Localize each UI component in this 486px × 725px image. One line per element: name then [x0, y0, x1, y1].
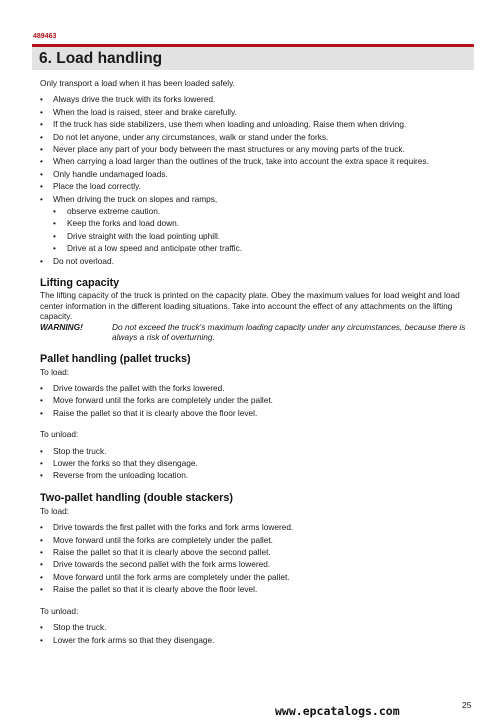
- list-item: • When the load is raised, steer and brake carefully.: [40, 106, 476, 118]
- two-pallet-handling-heading: Two-pallet handling (double stackers): [40, 491, 233, 504]
- slope-rules-list: [53, 205, 476, 255]
- warning-note: [40, 322, 476, 343]
- lifting-capacity-heading: Lifting capacity: [40, 277, 120, 290]
- warning-text: Do not exceed the truck's maximum loading capacity under any circumstances, because there is always a risk of overturning.: [112, 321, 466, 343]
- to-load-label: To load:: [40, 505, 70, 516]
- two-pallet-unload-steps: [40, 621, 476, 646]
- list-item: • Reverse from the unloading location.: [40, 469, 476, 481]
- list-item: • Do not overload.: [40, 255, 476, 267]
- to-unload-label: To unload:: [40, 605, 79, 616]
- list-item: • Only handle undamaged loads.: [40, 168, 476, 180]
- list-item: • Stop the truck.: [40, 445, 476, 457]
- list-item: • Drive towards the second pallet with the fork arms lowered.: [40, 558, 476, 570]
- to-load-label: To load:: [40, 366, 70, 377]
- list-item: • Drive towards the pallet with the forks lowered.: [40, 382, 476, 394]
- page-content: [40, 77, 476, 646]
- list-item: • Move forward until the forks are completely under the pallet.: [40, 394, 476, 406]
- warning-label: WARNING!: [40, 321, 83, 332]
- list-item: • Lower the fork arms so that they disengage.: [40, 634, 476, 646]
- list-item: • Never place any part of your body between the mast structures or any moving parts of the truck.: [40, 143, 476, 155]
- list-item: • Always drive the truck with its forks lowered.: [40, 93, 476, 105]
- intro-text: Only transport a load when it has been loaded safely.: [40, 78, 235, 88]
- sub-list-item: • Drive at a low speed and anticipate other traffic.: [53, 242, 476, 254]
- list-item: • When carrying a load larger than the outlines of the truck, take into account the extra space it requires.: [40, 155, 476, 167]
- pallet-unload-steps: [40, 445, 476, 482]
- document-number: 489463: [33, 33, 57, 40]
- two-pallet-load-steps: [40, 521, 476, 595]
- list-item: • Lower the forks so that they disengage.: [40, 457, 476, 469]
- sub-list-item: • Drive straight with the load pointing uphill.: [53, 230, 476, 242]
- list-item: • Do not let anyone, under any circumstances, walk or stand under the forks.: [40, 131, 476, 143]
- pallet-handling-heading: Pallet handling (pallet trucks): [40, 352, 191, 365]
- list-item: • Raise the pallet so that it is clearly above the second pallet.: [40, 546, 476, 558]
- sub-list-item: • observe extreme caution.: [53, 205, 476, 217]
- page-number: 25: [462, 700, 472, 710]
- list-item-text: When driving the truck on slopes and ramps,: [53, 193, 218, 204]
- list-item: • Move forward until the forks are completely under the pallet.: [40, 534, 476, 546]
- list-item: • If the truck has side stabilizers, use them when loading and unloading. Raise them when driving.: [40, 118, 476, 130]
- list-item: • Raise the pallet so that it is clearly above the floor level.: [40, 407, 476, 419]
- list-item: • Raise the pallet so that it is clearly above the floor level.: [40, 583, 476, 595]
- safety-rules-list: [40, 93, 476, 267]
- list-item: • Move forward until the fork arms are completely under the pallet.: [40, 571, 476, 583]
- list-item-slopes: [40, 193, 476, 255]
- list-item: • Drive towards the first pallet with the forks and fork arms lowered.: [40, 521, 476, 533]
- pallet-load-steps: [40, 382, 476, 419]
- to-unload-label: To unload:: [40, 429, 79, 440]
- list-item: • Stop the truck.: [40, 621, 476, 633]
- watermark-url: www.epcatalogs.com: [275, 704, 400, 718]
- sub-list-item: • Keep the forks and load down.: [53, 217, 476, 229]
- list-item: • Place the load correctly.: [40, 180, 476, 192]
- lifting-capacity-text: The lifting capacity of the truck is printed on the capacity plate. Obey the maximum values for load weight and load center information in the different loading situations. Take into account the effect of any attachments on the lifting capacity.: [40, 290, 460, 322]
- title-bar: [32, 44, 474, 70]
- page-title: 6. Load handling: [39, 50, 163, 67]
